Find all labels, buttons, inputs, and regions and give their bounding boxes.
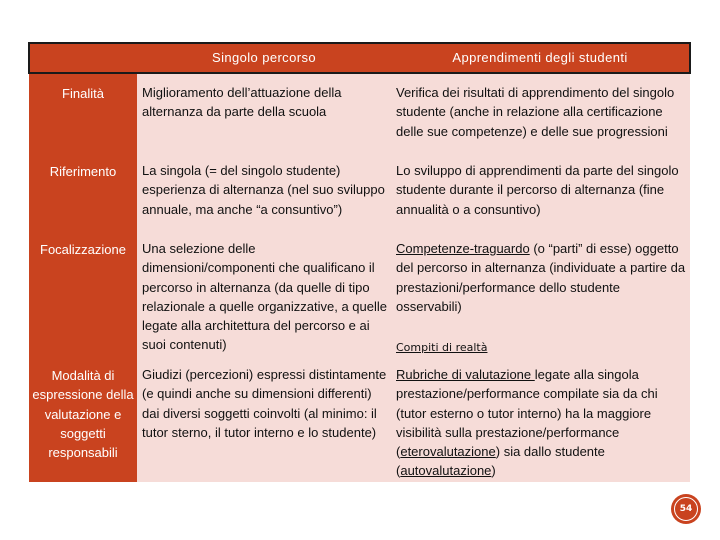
cell-singolo-riferimento: La singola (= del singolo studente) esperienza di alternanza (nel suo sviluppo annuale, ma anche “a consuntivo”) [137, 161, 391, 239]
row-label-modalita: Modalità di espressione della valutazione e soggetti responsabili [29, 365, 137, 482]
spacer-row [29, 73, 690, 83]
spacer-cell [137, 356, 391, 365]
spacer-row [29, 356, 690, 365]
spacer-cell [391, 356, 690, 365]
table-row [29, 365, 690, 482]
cell-apprendimenti-modalita [391, 365, 690, 482]
cell-singolo-finalita: Miglioramento dell’attuazione della alternanza da parte della scuola [137, 83, 391, 161]
cell-apprendimenti-focalizzazione [391, 239, 690, 356]
row-label-finalita: Finalità [29, 83, 137, 161]
spacer-cell [137, 73, 391, 83]
compiti-di-realta-text: Compiti di realtà [396, 341, 488, 354]
table-header-row [29, 43, 690, 73]
competenze-traguardo-link: Competenze-traguardo [396, 241, 530, 256]
rubriche-desc-2: ) sia dallo studente ( [396, 444, 605, 479]
header-cell-empty [29, 43, 137, 73]
cell-apprendimenti-finalita: Verifica dei risultati di apprendimento del singolo studente (anche in relazione alla certificazione delle sue competenze) e delle sue progressioni [391, 83, 690, 161]
table-row [29, 239, 690, 356]
spacer-cell [29, 73, 137, 83]
autovalutazione-text: autovalutazione [400, 463, 492, 479]
page-number: 54 [674, 497, 698, 521]
header-singolo-percorso: Singolo percorso [137, 43, 391, 73]
cell-singolo-focalizzazione: Una selezione delle dimensioni/componenti che qualificano il percorso in alternanza (da quelle di tipo relazionale a quelle organizzative, a quelle legate alla architettura del percorso e ai suoi contenuti) [137, 239, 391, 356]
rubriche-desc: legate alla singola prestazione/performance compilate sia da chi (tutor esterno o tutor interno) ha la maggiore visibilità sulla prestazione/performance ( [396, 367, 658, 460]
cell-singolo-modalita: Giudizi (percezioni) espressi distintamente (e quindi anche su dimensioni differenti) dai diversi soggetti coinvolti (al minimo: il tutor sterno, il tutor interno e lo studente) [137, 365, 391, 482]
eterovalutazione-text: eterovalutazione [400, 444, 496, 460]
page-number-badge [671, 494, 701, 524]
competenze-text: (o “parti” di esse) oggetto del percorso in alternanza (individuate a partire da prestazioni/performance dello studente osservabili) [396, 241, 686, 314]
table-row [29, 83, 690, 161]
row-label-riferimento: Riferimento [29, 161, 137, 239]
evaluation-table [28, 42, 691, 482]
spacer-cell [29, 356, 137, 365]
cell-apprendimenti-riferimento: Lo sviluppo di apprendimenti da parte del singolo studente durante il percorso di alternanza (fine annualità o a consuntivo) [391, 161, 690, 239]
table-row [29, 161, 690, 239]
row-label-focalizzazione: Focalizzazione [29, 239, 137, 356]
rubriche-end: ) [491, 463, 496, 479]
spacer-cell [391, 73, 690, 83]
header-apprendimenti: Apprendimenti degli studenti [391, 43, 690, 73]
rubriche-text: Rubriche di valutazione [396, 367, 535, 382]
